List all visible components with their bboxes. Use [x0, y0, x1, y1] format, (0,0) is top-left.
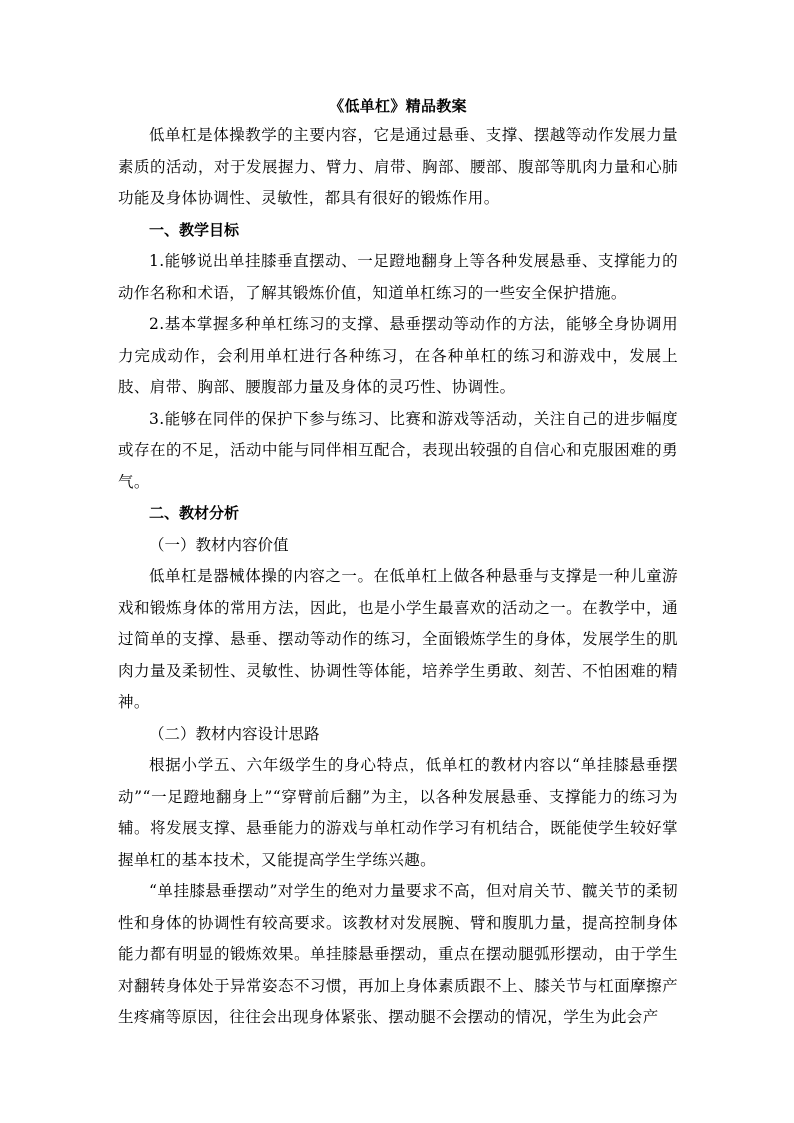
design-idea-paragraph-2: “单挂膝悬垂摆动”对学生的绝对力量要求不高，但对肩关节、髋关节的柔韧性和身体的协调性有较高要求。该教材对发展腕、臂和腹肌力量，提高控制身体能力都有明显的锻炼效果。单挂膝悬垂摆动，重点在摆动腿弧形摆动，由于学生对翻转身体处于异常姿态不习惯，再加上身体素质跟不上、膝关节与杠面摩擦产生疼痛等原因，往往会出现身体紧张、摆动腿不会摆动的情况，学生为此会产 — [118, 882, 678, 1026]
content-value-paragraph: 低单杠是器械体操的内容之一。在低单杠上做各种悬垂与支撑是一种儿童游戏和锻炼身体的常用方法，因此，也是小学生最喜欢的活动之一。在教学中，通过简单的支撑、悬垂、摆动等动作的练习，全面锻炼学生的身体，发展学生的肌肉力量及柔韧性、灵敏性、协调性等体能，培养学生勇敢、刻苦、不怕困难的精神。 — [118, 567, 678, 711]
goal-item-3: 3.能够在同伴的保护下参与练习、比赛和游戏等活动，关注自己的进步幅度或存在的不足，活动中能与同伴相互配合，表现出较强的自信心和克服困难的勇气。 — [118, 409, 678, 491]
design-idea-paragraph-1: 根据小学五、六年级学生的身心特点，低单杠的教材内容以“单挂膝悬垂摆动”“一足蹬地翻身上”“穿臂前后翻”为主，以各种发展悬垂、支撑能力的练习为辅。将发展支撑、悬垂能力的游戏与单杠动作学习有机结合，既能使学生较好掌握单杠的基本技术，又能提高学生学练兴趣。 — [118, 756, 678, 869]
goal-item-2: 2.基本掌握多种单杠练习的支撑、悬垂摆动等动作的方法，能够全身协调用力完成动作，会利用单杠进行各种练习，在各种单杠的练习和游戏中，发展上肢、肩带、胸部、腰腹部力量及身体的灵巧性、协调性。 — [118, 315, 678, 396]
subheading-design-idea: （二）教材内容设计思路 — [149, 724, 320, 743]
goal-item-1: 1.能够说出单挂膝垂直摆动、一足蹬地翻身上等各种发展悬垂、支撑能力的动作名称和术语，了解其锻炼价值，知道单杠练习的一些安全保护措施。 — [118, 252, 678, 302]
intro-paragraph: 低单杠是体操教学的主要内容，它是通过悬垂、支撑、摆越等动作发展力量素质的活动，对于发展握力、臂力、肩带、胸部、腰部、腹部等肌肉力量和心肺功能及身体协调性、灵敏性，都具有很好的锻炼作用。 — [118, 126, 678, 207]
subheading-content-value: （一）教材内容价值 — [149, 535, 289, 554]
section-heading-material-analysis: 二、教材分析 — [149, 504, 240, 522]
section-heading-teaching-goals: 一、教学目标 — [149, 220, 240, 239]
document-title: 《低单杠》精品教案 — [329, 97, 467, 115]
document-page — [118, 92, 678, 1034]
